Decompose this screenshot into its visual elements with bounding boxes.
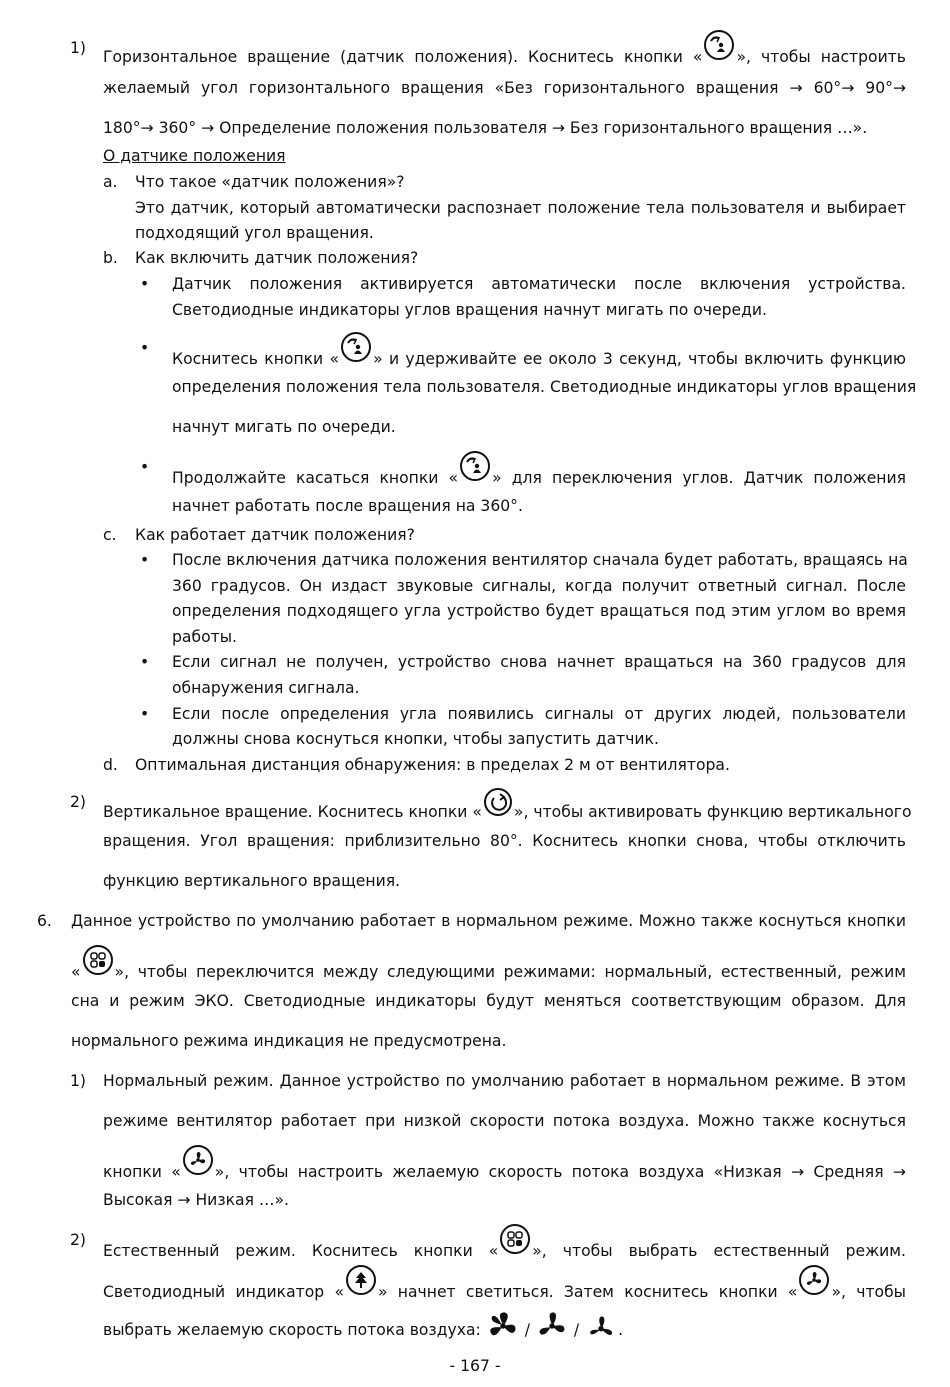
- bullet: •: [140, 339, 150, 357]
- paragraph-line: Высокая → Низкая …».: [103, 1191, 290, 1209]
- list-marker: c.: [103, 526, 117, 544]
- fan-medium-icon: [537, 1311, 567, 1346]
- paragraph-line: Горизонтальное вращение (датчик положения). Коснитесь кнопки « », чтобы настроить: [103, 38, 906, 68]
- item-number: 1): [70, 1072, 87, 1090]
- paragraph-line: режиме вентилятор работает при низкой скорости потока воздуха. Можно также коснуться: [103, 1112, 906, 1130]
- paragraph-line: начнут мигать по очереди.: [172, 418, 396, 436]
- question: Как работает датчик положения?: [135, 526, 415, 544]
- paragraph-line: Вертикальное вращение. Коснитесь кнопки « », чтобы активировать функцию вертикального: [103, 792, 906, 822]
- question: Как включить датчик положения?: [135, 249, 419, 267]
- list-marker: b.: [103, 249, 118, 267]
- bullet: •: [140, 705, 150, 723]
- paragraph-line: Естественный режим. Коснитесь кнопки « », чтобы выбрать естественный режим.: [103, 1230, 906, 1261]
- paragraph-line: После включения датчика положения вентилятор сначала будет работать, вращаясь на: [172, 551, 908, 569]
- oscillation-sensor-icon: [704, 30, 734, 60]
- fan-low-icon: [586, 1311, 616, 1346]
- paragraph-line: Светодиодные индикаторы углов вращения начнут мигать по очереди.: [172, 301, 767, 319]
- paragraph-line: Нормальный режим. Данное устройство по умолчанию работает в нормальном режиме. В этом: [103, 1072, 906, 1090]
- mode-icon: [500, 1224, 530, 1254]
- bullet: •: [140, 551, 150, 569]
- item-number: 1): [70, 39, 87, 57]
- fan-speed-icon: [183, 1145, 213, 1175]
- fan-speed-icon: [799, 1265, 829, 1295]
- paragraph-line: Если после определения угла появились сигналы от других людей, пользователи: [172, 705, 906, 723]
- paragraph-line: Коснитесь кнопки « » и удерживайте ее около 3 секунд, чтобы включить функцию: [172, 338, 906, 369]
- paragraph-line: функцию вертикального вращения.: [103, 872, 401, 890]
- paragraph-line: сна и режим ЭКО. Светодиодные индикаторы будут меняться соответствующим образом. Для: [71, 992, 906, 1010]
- section-number: 6.: [37, 912, 52, 930]
- paragraph-line: Данное устройство по умолчанию работает в нормальном режиме. Можно также коснуться кнопки: [71, 912, 906, 930]
- item-number: 2): [70, 793, 87, 811]
- paragraph-line: работы.: [172, 628, 237, 646]
- paragraph-line: Если сигнал не получен, устройство снова начнет вращаться на 360 градусов для: [172, 653, 906, 671]
- section-heading: О датчике положения: [103, 147, 286, 165]
- bullet: •: [140, 275, 150, 293]
- list-marker: a.: [103, 173, 118, 191]
- paragraph-line: Светодиодный индикатор « » начнет светиться. Затем коснитесь кнопки « », чтобы: [103, 1271, 906, 1302]
- paragraph-line: обнаружения сигнала.: [172, 679, 360, 697]
- paragraph-line: определения подходящего угла устройство будет вращаться под этим углом во время: [172, 602, 906, 620]
- oscillation-sensor-icon: [460, 451, 490, 481]
- item-number: 2): [70, 1231, 87, 1249]
- paragraph-line: определения положения тела пользователя. Светодиодные индикаторы углов вращения: [172, 378, 917, 396]
- paragraph-line: Это датчик, который автоматически распознает положение тела пользователя и выбирает: [135, 199, 906, 217]
- page-number: - 167 -: [449, 1357, 501, 1375]
- paragraph-line: нормального режима индикация не предусмотрена.: [71, 1032, 507, 1050]
- question: Что такое «датчик положения»?: [135, 173, 405, 191]
- paragraph-line: начнет работать после вращения на 360°.: [172, 497, 523, 515]
- paragraph-line: подходящий угол вращения.: [135, 224, 374, 242]
- vertical-swing-icon: [484, 788, 512, 816]
- fan-high-icon: [488, 1311, 518, 1346]
- mode-icon: [83, 945, 113, 975]
- paragraph-line: желаемый угол горизонтального вращения «Без горизонтального вращения → 60°→ 90°→: [103, 79, 906, 97]
- bullet: •: [140, 458, 150, 476]
- paragraph-line: 360 градусов. Он издаст звуковые сигналы, когда получит ответный сигнал. После: [172, 577, 906, 595]
- paragraph-line: « », чтобы переключится между следующими режимами: нормальный, естественный, режим: [71, 951, 906, 982]
- paragraph-line: выбрать желаемую скорость потока воздуха: / / .: [103, 1311, 906, 1346]
- list-marker: d.: [103, 756, 118, 774]
- paragraph-line: Продолжайте касаться кнопки « » для переключения углов. Датчик положения: [172, 457, 906, 488]
- paragraph-line: 180°→ 360° → Определение положения пользователя → Без горизонтального вращения …».: [103, 119, 868, 137]
- oscillation-sensor-icon: [341, 332, 371, 362]
- paragraph-line: вращения. Угол вращения: приблизительно 80°. Коснитесь кнопки снова, чтобы отключить: [103, 832, 906, 850]
- bullet: •: [140, 653, 150, 671]
- paragraph-line: Датчик положения активируется автоматически после включения устройства.: [172, 275, 906, 293]
- natural-mode-tree-icon: [346, 1265, 376, 1295]
- paragraph-line: кнопки « », чтобы настроить желаемую скорость потока воздуха «Низкая → Средняя →: [103, 1151, 906, 1182]
- paragraph-line: должны снова коснуться кнопки, чтобы запустить датчик.: [172, 730, 659, 748]
- paragraph-line: Оптимальная дистанция обнаружения: в пределах 2 м от вентилятора.: [135, 756, 730, 774]
